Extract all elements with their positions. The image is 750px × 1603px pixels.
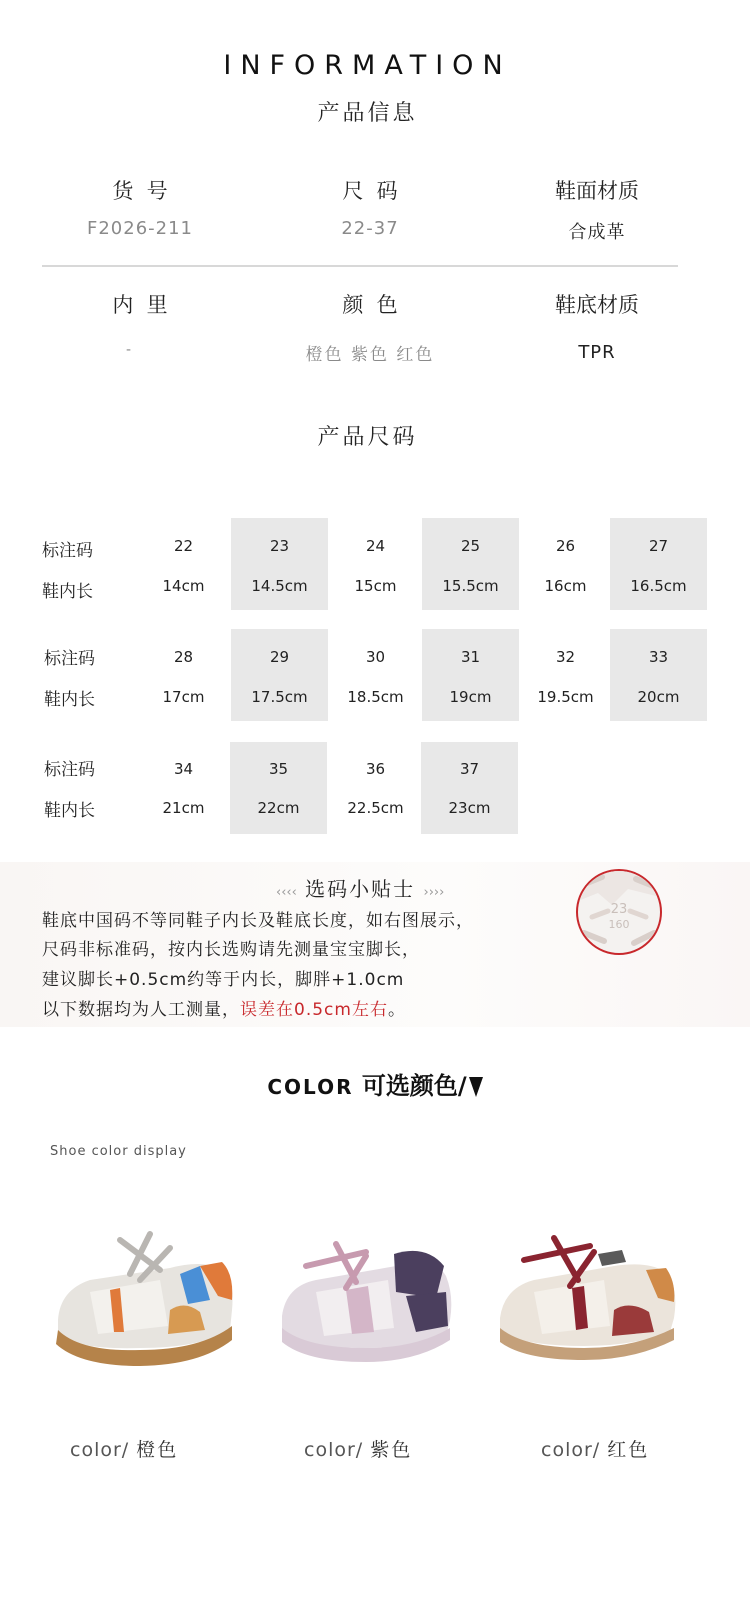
svg-text:160: 160 xyxy=(608,918,630,931)
spec-label-size: 尺 码 xyxy=(342,179,398,203)
size-row-label-length: 鞋内长 xyxy=(44,690,95,710)
size-length: 22.5cm xyxy=(347,799,404,817)
spec-divider xyxy=(42,265,678,267)
tips-title xyxy=(276,873,444,902)
shoe-image-purple xyxy=(276,1236,466,1396)
color-label-orange: color/ 橙色 xyxy=(70,1439,179,1461)
size-row-label-code: 标注码 xyxy=(44,760,95,780)
color-title-cn: 可选颜色/ xyxy=(361,1072,467,1100)
size-code: 36 xyxy=(365,760,386,778)
shoe-image-orange xyxy=(50,1230,240,1390)
size-code: 23 xyxy=(269,537,290,555)
tip-error-note: 误差在0.5cm左右 xyxy=(240,1000,388,1020)
tip-line-3: 建议脚长+0.5cm约等于内长，脚胖+1.0cm xyxy=(42,970,405,990)
size-length: 21cm xyxy=(162,799,205,817)
size-row-label-length: 鞋内长 xyxy=(44,801,95,821)
info-subtitle: 产品信息 xyxy=(317,101,418,126)
size-code: 25 xyxy=(460,537,481,555)
info-title: INFORMATION xyxy=(223,50,512,81)
spec-label-lining: 内 里 xyxy=(112,293,168,317)
size-code: 32 xyxy=(555,648,576,666)
size-code: 27 xyxy=(648,537,669,555)
size-length: 22cm xyxy=(257,799,300,817)
size-cell-bg xyxy=(422,518,519,610)
size-cell-bg xyxy=(422,629,519,721)
size-length: 18.5cm xyxy=(347,688,404,706)
size-code: 24 xyxy=(365,537,386,555)
size-length: 23cm xyxy=(448,799,491,817)
size-code: 34 xyxy=(173,760,194,778)
size-length: 16cm xyxy=(544,577,587,595)
svg-text:23: 23 xyxy=(610,902,628,917)
tips-deco-right: ›››› xyxy=(423,885,445,900)
spec-value-size: 22-37 xyxy=(341,218,399,239)
size-row-label-length: 鞋内长 xyxy=(42,582,93,602)
color-label-red: color/ 红色 xyxy=(541,1439,650,1461)
size-row-label-code: 标注码 xyxy=(44,649,95,669)
spec-label-item-no: 货 号 xyxy=(112,179,168,203)
tip-line-2: 尺码非标准码，按内长选购请先测量宝宝脚长， xyxy=(42,940,420,960)
size-section-title: 产品尺码 xyxy=(317,425,418,450)
tip-line-1: 鞋底中国码不等同鞋子内长及鞋底长度，如右图展示， xyxy=(42,911,474,931)
size-code: 29 xyxy=(269,648,290,666)
shoe-color-caption: Shoe color display xyxy=(50,1144,187,1159)
size-cell-bg xyxy=(231,518,328,610)
tip-line-4: 以下数据均为人工测量，误差在0.5cm左右。 xyxy=(42,1000,406,1020)
color-title-en: COLOR xyxy=(267,1075,354,1099)
spec-label-upper-material: 鞋面材质 xyxy=(555,179,639,203)
size-cell-bg xyxy=(421,742,518,834)
size-code: 26 xyxy=(555,537,576,555)
size-code: 35 xyxy=(268,760,289,778)
spec-value-item-no: F2026-211 xyxy=(86,218,193,239)
size-code: 33 xyxy=(648,648,669,666)
size-row-label-code: 标注码 xyxy=(42,541,93,561)
spec-label-sole-material: 鞋底材质 xyxy=(555,293,639,317)
tips-title-text: 选码小贴士 xyxy=(305,877,416,901)
color-section-title xyxy=(0,1066,750,1101)
size-code: 31 xyxy=(460,648,481,666)
size-length: 17cm xyxy=(162,688,205,706)
spec-value-upper-material: 合成革 xyxy=(568,222,626,243)
shoe-image-red xyxy=(494,1232,684,1392)
color-label-purple: color/ 紫色 xyxy=(304,1439,413,1461)
size-code: 22 xyxy=(173,537,194,555)
spec-value-color: 橙色 紫色 红色 xyxy=(305,345,435,365)
size-code: 37 xyxy=(459,760,480,778)
size-length: 16.5cm xyxy=(630,577,687,595)
size-cell-bg xyxy=(231,629,328,721)
spec-value-lining: - xyxy=(125,342,133,358)
tips-deco-left: ‹‹‹‹ xyxy=(276,885,297,900)
triangle-down-icon xyxy=(469,1077,483,1097)
spec-value-sole-material: TPR xyxy=(578,342,616,363)
sole-size-image xyxy=(576,869,662,955)
size-length: 14.5cm xyxy=(251,577,308,595)
size-length: 19.5cm xyxy=(537,688,594,706)
size-length: 17.5cm xyxy=(251,688,308,706)
sole-pattern-icon xyxy=(578,871,660,953)
size-length: 20cm xyxy=(637,688,680,706)
size-cell-bg xyxy=(610,629,707,721)
size-cell-bg xyxy=(610,518,707,610)
size-length: 14cm xyxy=(162,577,205,595)
size-length: 15cm xyxy=(354,577,397,595)
size-code: 28 xyxy=(173,648,194,666)
spec-label-color: 颜 色 xyxy=(342,293,398,317)
size-length: 15.5cm xyxy=(442,577,499,595)
size-length: 19cm xyxy=(449,688,492,706)
size-code: 30 xyxy=(365,648,386,666)
size-cell-bg xyxy=(230,742,327,834)
